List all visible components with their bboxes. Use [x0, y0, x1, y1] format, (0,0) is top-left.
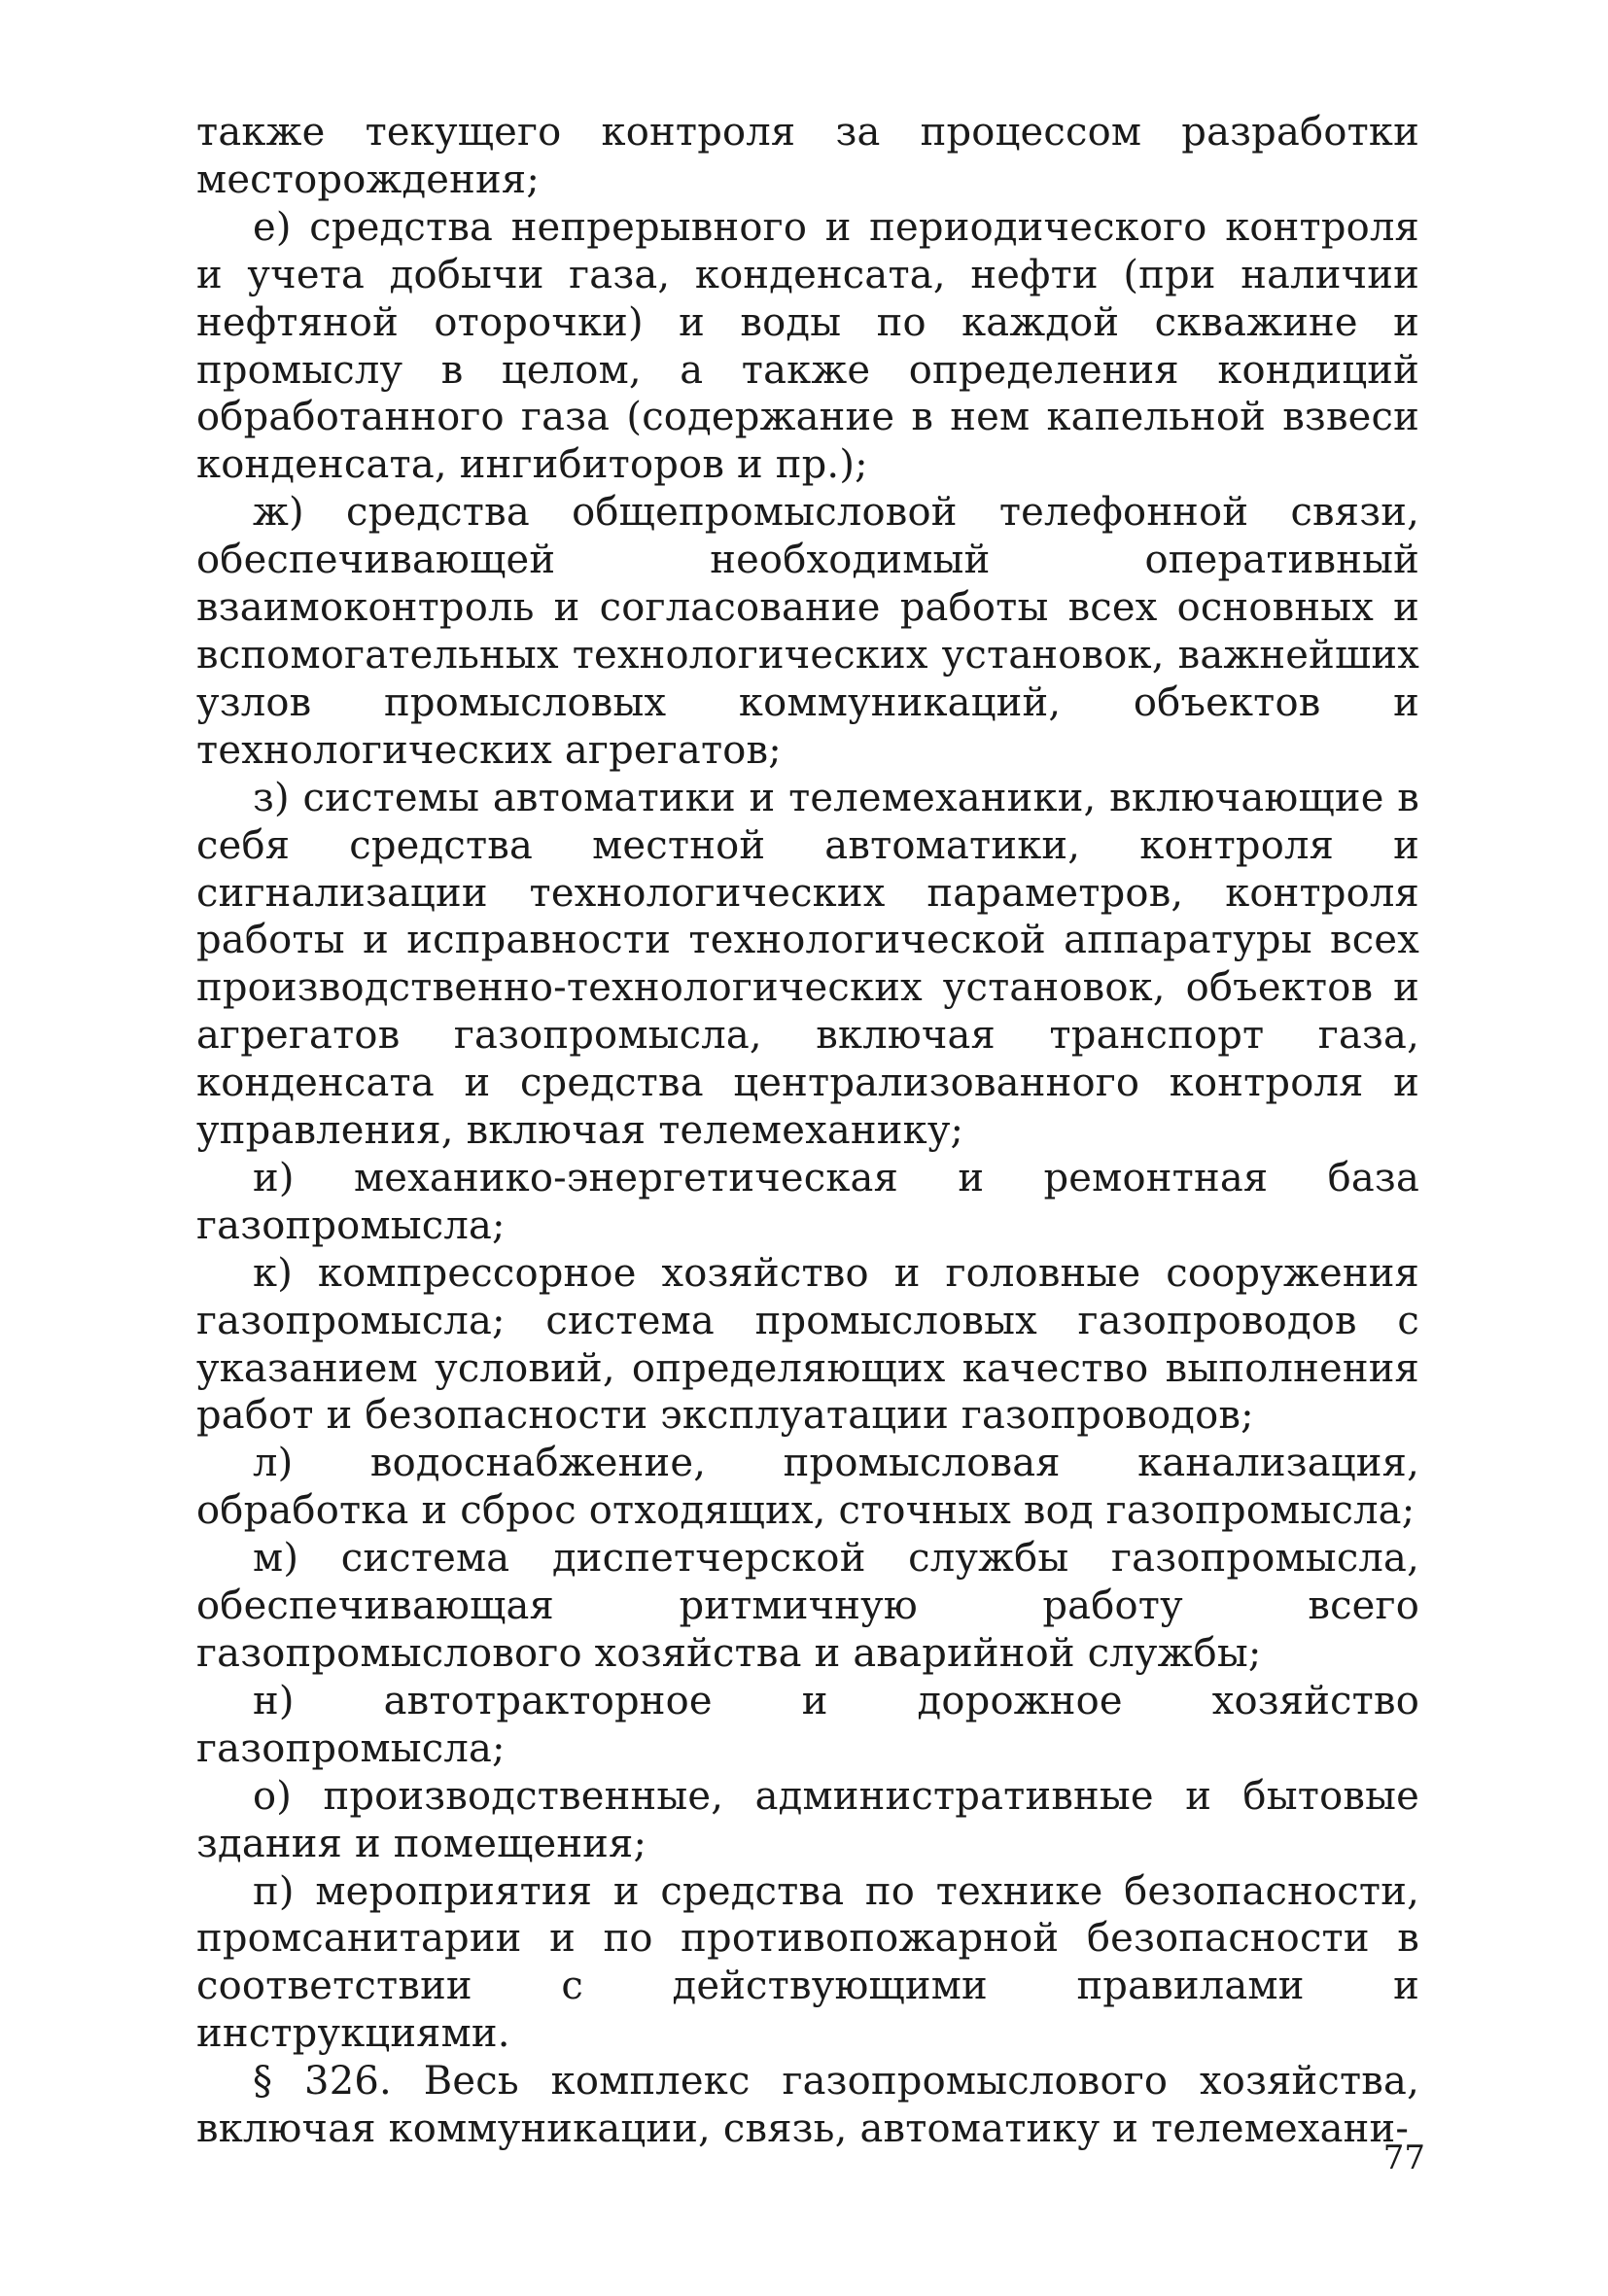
paragraph-continuation: также текущего контроля за процессом разработки месторождения; [196, 110, 1419, 202]
list-item-n: н) автотракторное и дорожное хозяйство газопромысла; [196, 1678, 1419, 1771]
list-item-m: м) система диспетчерской службы газопромысла, обеспечивающая ритмичную работу всего газопромыслового хозяйства и аварийной службы; [196, 1536, 1419, 1676]
page-number: 77 [1382, 2139, 1425, 2177]
list-item-e: е) средства непрерывного и периодического контроля и учета добычи газа, конденсата, нефти (при наличии нефтяной оторочки) и воды по каждой скважине и промыслу в целом, а также определения кондиций обработанного газа (содержание в нем капельной взвеси конденсата, ингибиторов и пр.); [196, 204, 1419, 488]
list-item-z: з) системы автоматики и телемеханики, включающие в себя средства местной автоматики, контроля и сигнализации технологических параметров, контроля работы и исправности технологической аппаратуры всех производственно-технологических установок, объектов и агрегатов газопромысла, включая транспорт газа, конденсата и средства централизованного контроля и управления, включая телемеханику; [196, 775, 1419, 1154]
section-326-paragraph: § 326. Весь комплекс газопромыслового хозяйства, включая коммуникации, связь, автоматику и телемехани- [196, 2059, 1419, 2152]
list-item-p: п) мероприятия и средства по технике безопасности, промсанитарии и по противопожарной безопасности в соответствии с действующими правилами и инструкциями. [196, 1868, 1419, 2057]
list-item-l: л) водоснабжение, промысловая канализация, обработка и сброс отходящих, сточных вод газопромысла; [196, 1441, 1419, 1534]
list-item-o: о) производственные, административные и бытовые здания и помещения; [196, 1773, 1419, 1866]
list-item-k: к) компрессорное хозяйство и головные сооружения газопромысла; система промысловых газопроводов с указанием условий, определяющих качество выполнения работ и безопасности эксплуатации газопроводов; [196, 1250, 1419, 1439]
list-item-zh: ж) средства общепромысловой телефонной связи, обеспечивающей необходимый оперативный взаимоконтроль и согласование работы всех основных и вспомогательных технологических установок, важнейших узлов промысловых коммуникаций, объектов и технологических агрегатов; [196, 490, 1419, 773]
list-item-i: и) механико-энергетическая и ремонтная база газопромысла; [196, 1155, 1419, 1248]
body-text [196, 109, 1419, 2153]
